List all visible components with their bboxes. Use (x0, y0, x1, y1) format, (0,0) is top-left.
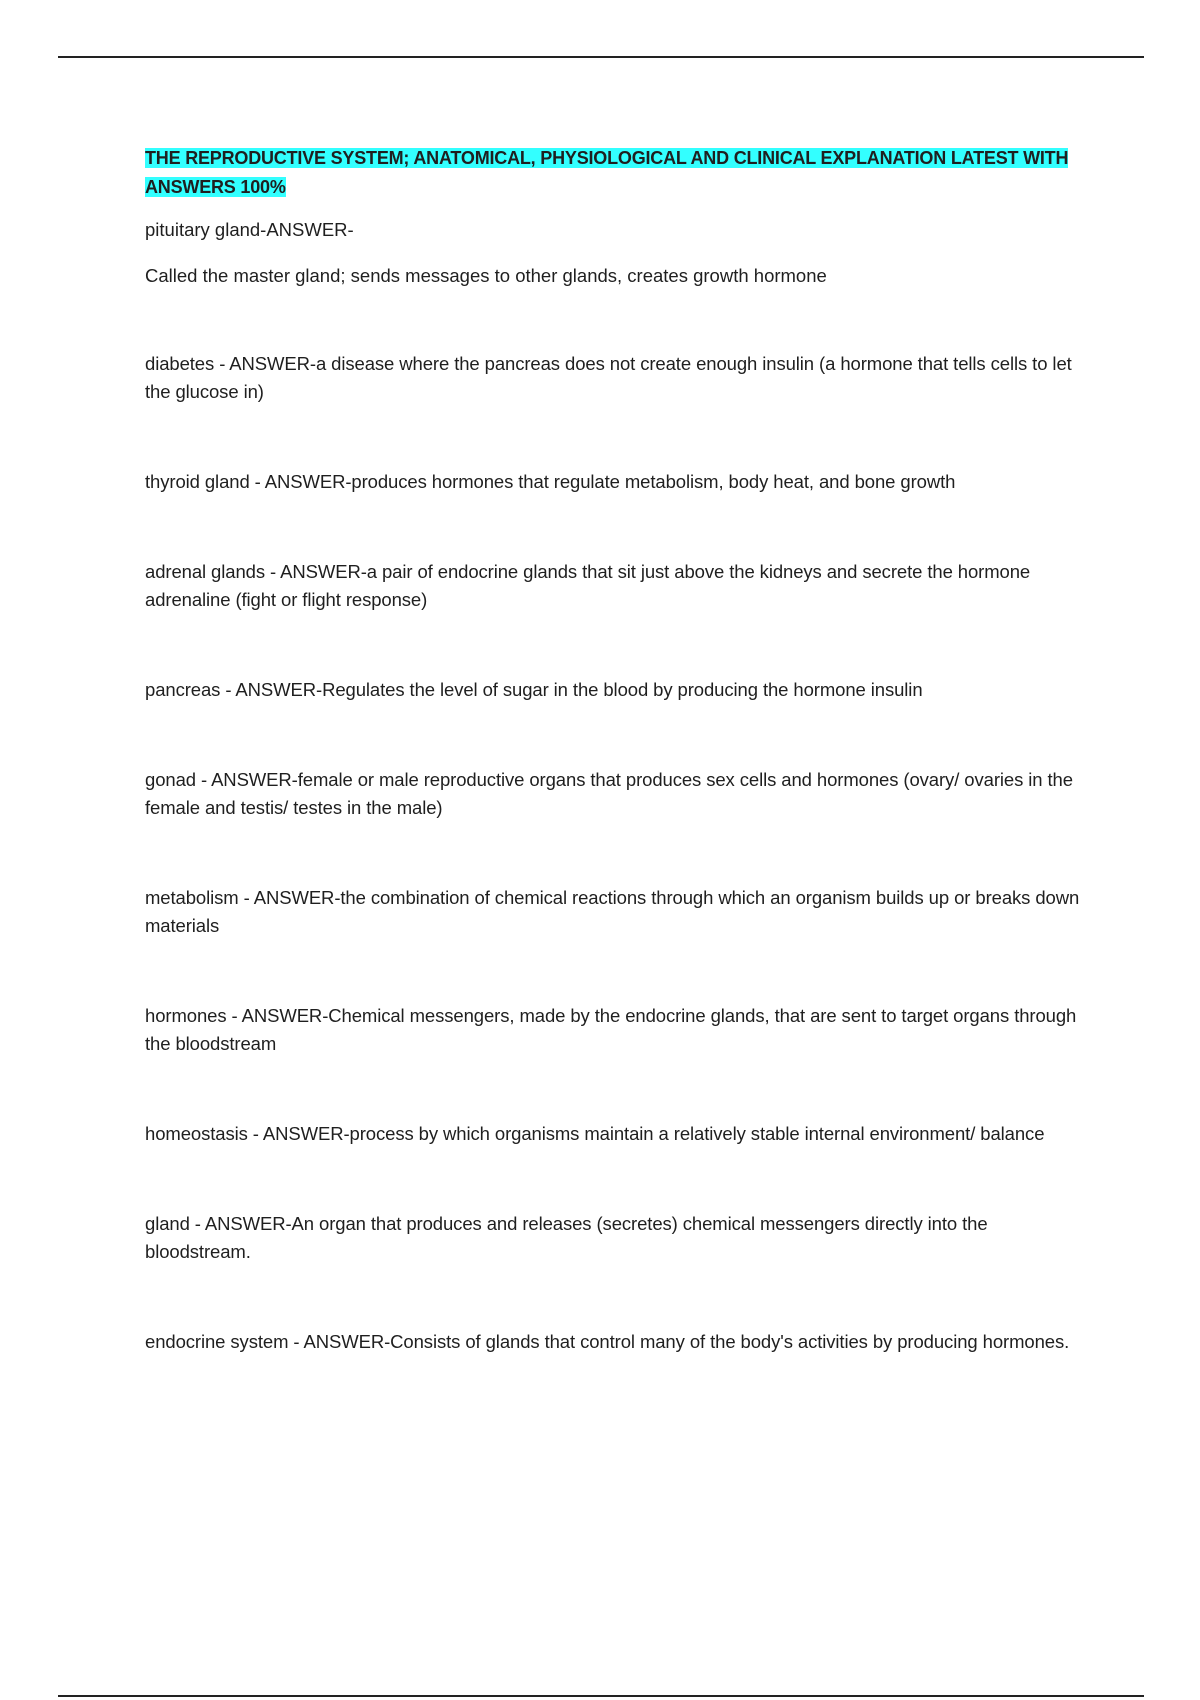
qa-term: thyroid gland (145, 471, 250, 492)
footer-rule (58, 1695, 1144, 1697)
qa-separator: - ANSWER- (214, 353, 316, 374)
qa-entry (145, 1210, 1080, 1266)
qa-separator: - ANSWER- (238, 887, 341, 908)
qa-answer: Chemical messengers, made by the endocrine glands, that are sent to target organs through the bloodstream (145, 1005, 1077, 1054)
qa-entry (145, 1120, 1080, 1148)
intro-definition: Called the master gland; sends messages to other glands, creates growth hormone (145, 265, 827, 286)
qa-entry (145, 884, 1080, 940)
document-body (145, 144, 1080, 1418)
qa-term: gonad (145, 769, 196, 790)
qa-entry (145, 676, 1080, 704)
qa-list (145, 350, 1080, 1356)
document-title (145, 144, 1080, 202)
qa-answer: Regulates the level of sugar in the blood by producing the hormone insulin (322, 679, 923, 700)
qa-term: diabetes (145, 353, 215, 374)
intro-term: pituitary gland-ANSWER- (145, 219, 354, 240)
qa-term: gland (145, 1213, 190, 1234)
qa-term: hormones (145, 1005, 227, 1026)
qa-term: metabolism (145, 887, 239, 908)
qa-separator: - ANSWER- (226, 1005, 329, 1026)
header-rule (58, 56, 1144, 58)
qa-entry (145, 350, 1080, 406)
qa-answer: Consists of glands that control many of the body's activities by producing hormones. (390, 1331, 1070, 1352)
qa-entry (145, 468, 1080, 496)
qa-answer: the combination of chemical reactions through which an organism builds up or breaks down materials (145, 887, 1080, 936)
qa-separator: - ANSWER- (247, 1123, 350, 1144)
qa-separator: - ANSWER- (249, 471, 352, 492)
qa-entry (145, 766, 1080, 822)
qa-answer: a pair of endocrine glands that sit just above the kidneys and secrete the hormone adrenaline (fight or flight response) (145, 561, 1031, 610)
document-title-highlight: THE REPRODUCTIVE SYSTEM; ANATOMICAL, PHYSIOLOGICAL AND CLINICAL EXPLANATION LATEST WITH ANSWERS 100% (145, 148, 1069, 197)
qa-entry (145, 558, 1080, 614)
qa-separator: - ANSWER- (195, 769, 298, 790)
qa-answer: female or male reproductive organs that produces sex cells and hormones (ovary/ ovaries in the female and testis/ testes in the male) (145, 769, 1073, 818)
qa-separator: - ANSWER- (288, 1331, 391, 1352)
qa-entry (145, 1328, 1080, 1356)
qa-term: endocrine system (145, 1331, 289, 1352)
qa-separator: - ANSWER- (264, 561, 367, 582)
qa-term: pancreas (145, 679, 221, 700)
qa-separator: - ANSWER- (189, 1213, 292, 1234)
qa-answer: An organ that produces and releases (secretes) chemical messengers directly into the bloodstream. (145, 1213, 988, 1262)
qa-entry (145, 1002, 1080, 1058)
qa-term: homeostasis (145, 1123, 248, 1144)
qa-answer: process by which organisms maintain a relatively stable internal environment/ balance (349, 1123, 1045, 1144)
qa-answer: a disease where the pancreas does not create enough insulin (a hormone that tells cells to let the glucose in) (145, 353, 1072, 402)
qa-separator: - ANSWER- (220, 679, 323, 700)
qa-term: adrenal glands (145, 561, 265, 582)
qa-answer: produces hormones that regulate metabolism, body heat, and bone growth (351, 471, 956, 492)
